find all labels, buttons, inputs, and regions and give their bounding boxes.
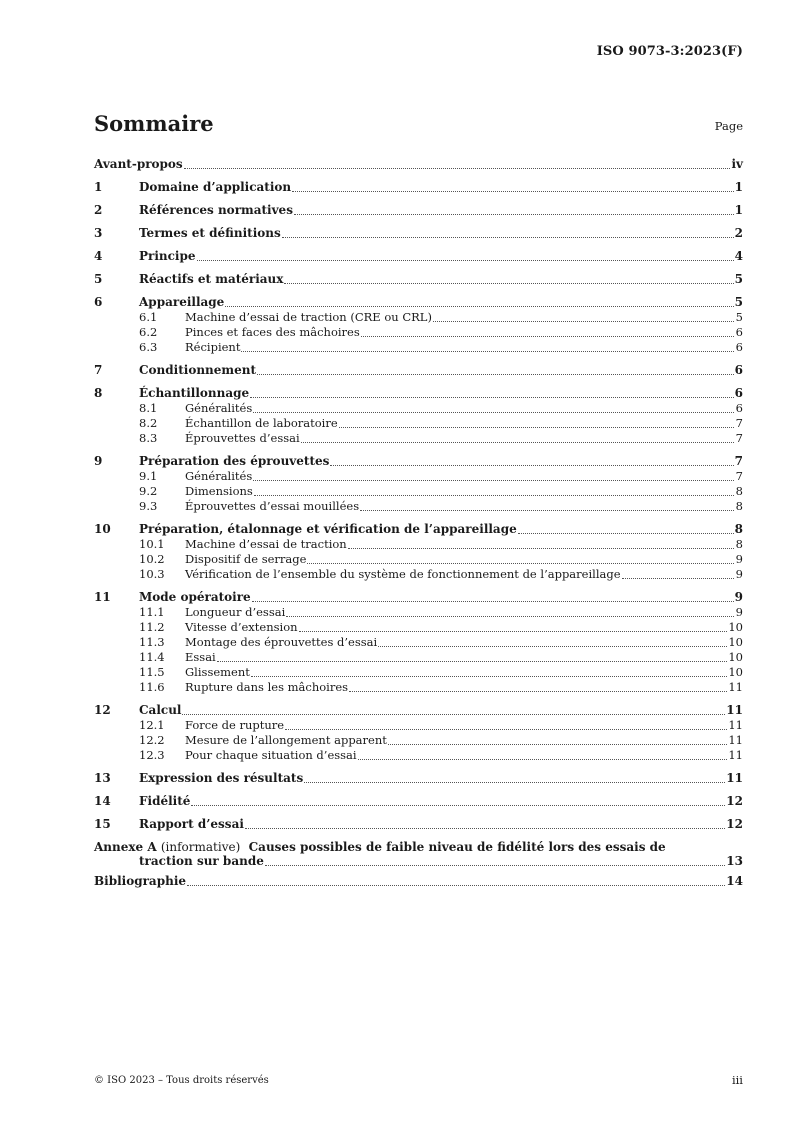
toc-entry-page: 5 [735, 310, 743, 324]
toc-entry-number: 9.1 [139, 469, 158, 483]
toc-entry-page: 8 [734, 522, 743, 536]
dot-leader [197, 259, 734, 261]
toc-entry-section[interactable] [94, 362, 743, 378]
toc-entry-title: Échantillonnage [139, 386, 250, 400]
toc-entry-title: Généralités [185, 469, 253, 483]
toc-entry-number: 7 [94, 363, 103, 377]
dot-leader [282, 236, 734, 238]
toc-entry-subsection[interactable] [94, 718, 743, 733]
toc-entry-title: Généralités [185, 401, 253, 415]
toc-entry-number: 11.4 [139, 650, 165, 664]
toc-entry-section[interactable] [94, 521, 743, 537]
toc-entry-title: Échantillon de laboratoire [185, 416, 338, 430]
dot-leader [307, 562, 734, 564]
toc-entry-number: 14 [94, 794, 111, 808]
toc-entry-page: 11 [728, 733, 743, 747]
toc-entry-subsection[interactable] [94, 484, 743, 499]
toc-entry-number: 12.2 [139, 733, 165, 747]
toc-entry-section[interactable] [94, 202, 743, 218]
toc-entry-title: Calcul [139, 703, 182, 717]
dot-leader [301, 441, 734, 443]
toc-entry-page: 9 [735, 605, 743, 619]
toc-entry-section[interactable] [94, 294, 743, 310]
dot-leader [254, 494, 734, 496]
toc-entry-subsection[interactable] [94, 605, 743, 620]
dot-leader [388, 743, 727, 745]
toc-entry-page: 6 [735, 325, 743, 339]
toc-entry-number: 13 [94, 771, 111, 785]
toc-entry-page: 9 [734, 590, 743, 604]
toc-entry-page: 8 [735, 484, 743, 498]
toc-entry-number: 6 [94, 295, 103, 309]
toc-entry-page: 8 [735, 499, 743, 513]
toc-entry-number: 2 [94, 203, 103, 217]
toc-entry-subsection[interactable] [94, 620, 743, 635]
toc-entry-subsection[interactable] [94, 650, 743, 665]
toc-entry-page: 5 [734, 295, 743, 309]
toc-entry-page: 11 [726, 703, 743, 717]
dot-leader [251, 675, 727, 677]
toc-entry-page: 7 [735, 469, 743, 483]
toc-entry-number: 11 [94, 590, 111, 604]
toc-entry-title: Termes et définitions [139, 226, 281, 240]
dot-leader [518, 532, 734, 534]
toc-entry-title: Vitesse d’extension [185, 620, 298, 634]
toc-entry-title: Machine d’essai de traction (CRE ou CRL) [185, 310, 432, 324]
toc-entry-subsection[interactable] [94, 310, 743, 325]
toc-entry-subsection[interactable] [94, 680, 743, 695]
dot-leader [257, 373, 734, 375]
toc-entry-number: 1 [94, 180, 103, 194]
page-column-label: Page [714, 119, 743, 133]
toc-entry-title: Dispositif de serrage [185, 552, 307, 566]
toc-entry-page: 6 [734, 386, 743, 400]
toc-entry-subsection[interactable] [94, 499, 743, 514]
toc-entry-subsection[interactable] [94, 748, 743, 763]
dot-leader [191, 804, 725, 806]
toc-entry-section[interactable] [94, 816, 743, 832]
dot-leader [339, 426, 734, 428]
toc-entry-title: Vérification de l’ensemble du système de fonctionnement de l’appareillage [185, 567, 621, 581]
toc-entry-section[interactable] [94, 770, 743, 786]
dot-leader [184, 167, 731, 169]
dot-leader [241, 350, 734, 352]
toc-entry-section[interactable] [94, 271, 743, 287]
toc-entry-number: 9.3 [139, 499, 158, 513]
toc-entry-number: 11.2 [139, 620, 165, 634]
toc-entry-number: 10 [94, 522, 111, 536]
dot-leader [187, 884, 725, 886]
toc-entry-number: 12.1 [139, 718, 165, 732]
dot-leader [252, 600, 734, 602]
toc-entry-page: 11 [726, 771, 743, 785]
toc-entry-section[interactable] [94, 248, 743, 264]
toc-entry-number: 6.1 [139, 310, 158, 324]
toc-entry-subsection[interactable] [94, 401, 743, 416]
dot-leader [286, 615, 734, 617]
toc-sections [94, 179, 743, 832]
toc-entry-page: 2 [734, 226, 743, 240]
footer-copyright: © ISO 2023 – Tous droits réservés [94, 1075, 269, 1086]
toc-entry-foreword[interactable] [94, 156, 743, 172]
toc-entry-title: Mesure de l’allongement apparent [185, 733, 387, 747]
toc-entry-title: Rapport d’essai [139, 817, 244, 831]
toc-entry-page: iv [731, 157, 743, 171]
toc-entry-title: Essai [185, 650, 216, 664]
toc-entry-annex-a-line1[interactable] [94, 839, 743, 854]
toc-entry-title: Éprouvettes d’essai [185, 431, 300, 445]
toc-entry-number: 15 [94, 817, 111, 831]
toc-entry-page: 5 [734, 272, 743, 286]
dot-leader [253, 411, 734, 413]
toc-entry-number: 8.2 [139, 416, 158, 430]
toc-entry-page: 7 [735, 431, 743, 445]
toc-entry-number: 9.2 [139, 484, 158, 498]
toc-entry-title: Mode opératoire [139, 590, 251, 604]
toc-entry-title: Récipient [185, 340, 241, 354]
dot-leader [304, 781, 725, 783]
toc-entry-number: 12 [94, 703, 111, 717]
toc-entry-subsection[interactable] [94, 469, 743, 484]
toc-entry-page: 12 [726, 794, 743, 808]
toc-entry-number: 9 [94, 454, 103, 468]
toc-entry-title: Bibliographie [94, 874, 187, 888]
toc-entry-page: 13 [726, 854, 743, 868]
annex-title-line1: Causes possibles de faible niveau de fidélité lors des essais de [248, 840, 666, 854]
toc-entry-page: 10 [728, 665, 743, 679]
toc-entry-page: 11 [728, 748, 743, 762]
toc-entry-number: 10.1 [139, 537, 165, 551]
toc-entry-page: 8 [735, 537, 743, 551]
dot-leader [285, 728, 727, 730]
toc-entry-section[interactable] [94, 453, 743, 469]
dot-leader [253, 479, 734, 481]
toc-entry-title: Appareillage [139, 295, 225, 309]
toc-entry-title: Longueur d’essai [185, 605, 286, 619]
annex-title-line2: traction sur bande [139, 854, 264, 868]
toc-entry-title: Principe [139, 249, 196, 263]
dot-leader [217, 660, 728, 662]
toc-entry-page: 10 [728, 635, 743, 649]
toc-entry-title: Préparation des éprouvettes [139, 454, 330, 468]
toc-entry-number: 5 [94, 272, 103, 286]
dot-leader [284, 282, 733, 284]
toc-entry-number: 11.6 [139, 680, 165, 694]
toc-entry-title: Dimensions [185, 484, 253, 498]
toc-entry-page: 9 [735, 552, 743, 566]
toc-entry-section[interactable] [94, 589, 743, 605]
toc-entry-page: 7 [735, 416, 743, 430]
toc-entry-number: 11.5 [139, 665, 165, 679]
toc-entry-title: Machine d’essai de traction [185, 537, 347, 551]
toc-entry-title: Réactifs et matériaux [139, 272, 284, 286]
toc-entry-number: 4 [94, 249, 103, 263]
toc-entry-subsection[interactable] [94, 552, 743, 567]
dot-leader [292, 190, 734, 192]
toc-entry-page: 9 [735, 567, 743, 581]
toc-entry-page: 12 [726, 817, 743, 831]
annex-label: Annexe A [94, 840, 157, 854]
toc-entry-subsection[interactable] [94, 325, 743, 340]
toc-entry-page: 14 [726, 874, 743, 888]
dot-leader [265, 864, 725, 866]
toc-header [94, 111, 743, 137]
toc-entry-title: Force de rupture [185, 718, 285, 732]
toc-entry-page: 6 [735, 401, 743, 415]
toc-entry-subsection[interactable] [94, 431, 743, 446]
toc-entry-title: Expression des résultats [139, 771, 304, 785]
dot-leader [358, 758, 728, 760]
toc-entry-bibliography[interactable] [94, 873, 743, 889]
toc-entry-title: Éprouvettes d’essai mouillées [185, 499, 360, 513]
toc-entry-number: 11.3 [139, 635, 165, 649]
dot-leader [378, 645, 727, 647]
toc-entry-number: 3 [94, 226, 103, 240]
toc-entry-subsection[interactable] [94, 416, 743, 431]
toc-entry-annex-a-line2[interactable] [94, 854, 743, 869]
dot-leader [225, 305, 733, 307]
toc-entry-page: 11 [728, 680, 743, 694]
toc-entry-subsection[interactable] [94, 340, 743, 355]
footer-page-number: iii [731, 1073, 743, 1087]
toc-entry-title: Pinces et faces des mâchoires [185, 325, 360, 339]
toc-entry-page: 11 [728, 718, 743, 732]
toc-entry-number: 8 [94, 386, 103, 400]
toc-entry-number: 11.1 [139, 605, 165, 619]
toc-entry-title: Conditionnement [139, 363, 257, 377]
document-id: ISO 9073-3:2023(F) [596, 44, 743, 59]
toc-entry-section[interactable] [94, 793, 743, 809]
toc-entry-title: Fidélité [139, 794, 191, 808]
dot-leader [299, 630, 728, 632]
dot-leader [349, 690, 727, 692]
toc-entry-number: 6.2 [139, 325, 158, 339]
toc-entry-section[interactable] [94, 225, 743, 241]
toc-entry-number: 8.1 [139, 401, 158, 415]
dot-leader [250, 396, 733, 398]
toc-entry-title: Glissement [185, 665, 250, 679]
toc-entry-number: 10.2 [139, 552, 165, 566]
toc-entry-page: 10 [728, 620, 743, 634]
toc-entry-subsection[interactable] [94, 635, 743, 650]
toc-entry-page: 7 [734, 454, 743, 468]
dot-leader [433, 320, 734, 322]
toc-entry-number: 12.3 [139, 748, 165, 762]
toc-entry-page: 6 [734, 363, 743, 377]
dot-leader [245, 827, 725, 829]
dot-leader [361, 335, 734, 337]
toc-entry-subsection[interactable] [94, 733, 743, 748]
toc-entry-subsection[interactable] [94, 665, 743, 680]
toc-entry-page: 6 [735, 340, 743, 354]
toc-entry-page: 1 [734, 203, 743, 217]
toc-entry-number: 6.3 [139, 340, 158, 354]
dot-leader [294, 213, 734, 215]
toc-entry-title: Rupture dans les mâchoires [185, 680, 349, 694]
toc-entry-number: 8.3 [139, 431, 158, 445]
toc-title: Sommaire [94, 111, 214, 136]
annex-type: (informative) [160, 840, 241, 854]
table-of-contents [94, 156, 743, 889]
toc-entry-title: Références normatives [139, 203, 293, 217]
dot-leader [182, 713, 725, 715]
toc-entry-section[interactable] [94, 385, 743, 401]
toc-entry-title: Avant-propos [94, 157, 183, 171]
toc-entry-title: Préparation, étalonnage et vérification de l’appareillage [139, 522, 517, 536]
toc-entry-section[interactable] [94, 702, 743, 718]
dot-leader [348, 547, 734, 549]
toc-entry-page: 10 [728, 650, 743, 664]
toc-entry-page: 1 [734, 180, 743, 194]
toc-entry-title: Domaine d’application [139, 180, 292, 194]
dot-leader [622, 577, 734, 579]
toc-entry-subsection[interactable] [94, 567, 743, 582]
toc-entry-section[interactable] [94, 179, 743, 195]
toc-entry-number: 10.3 [139, 567, 165, 581]
toc-entry-title: Pour chaque situation d’essai [185, 748, 357, 762]
dot-leader [330, 464, 733, 466]
toc-entry-subsection[interactable] [94, 537, 743, 552]
toc-entry-page: 4 [734, 249, 743, 263]
toc-entry-title: Montage des éprouvettes d’essai [185, 635, 378, 649]
dot-leader [360, 509, 734, 511]
